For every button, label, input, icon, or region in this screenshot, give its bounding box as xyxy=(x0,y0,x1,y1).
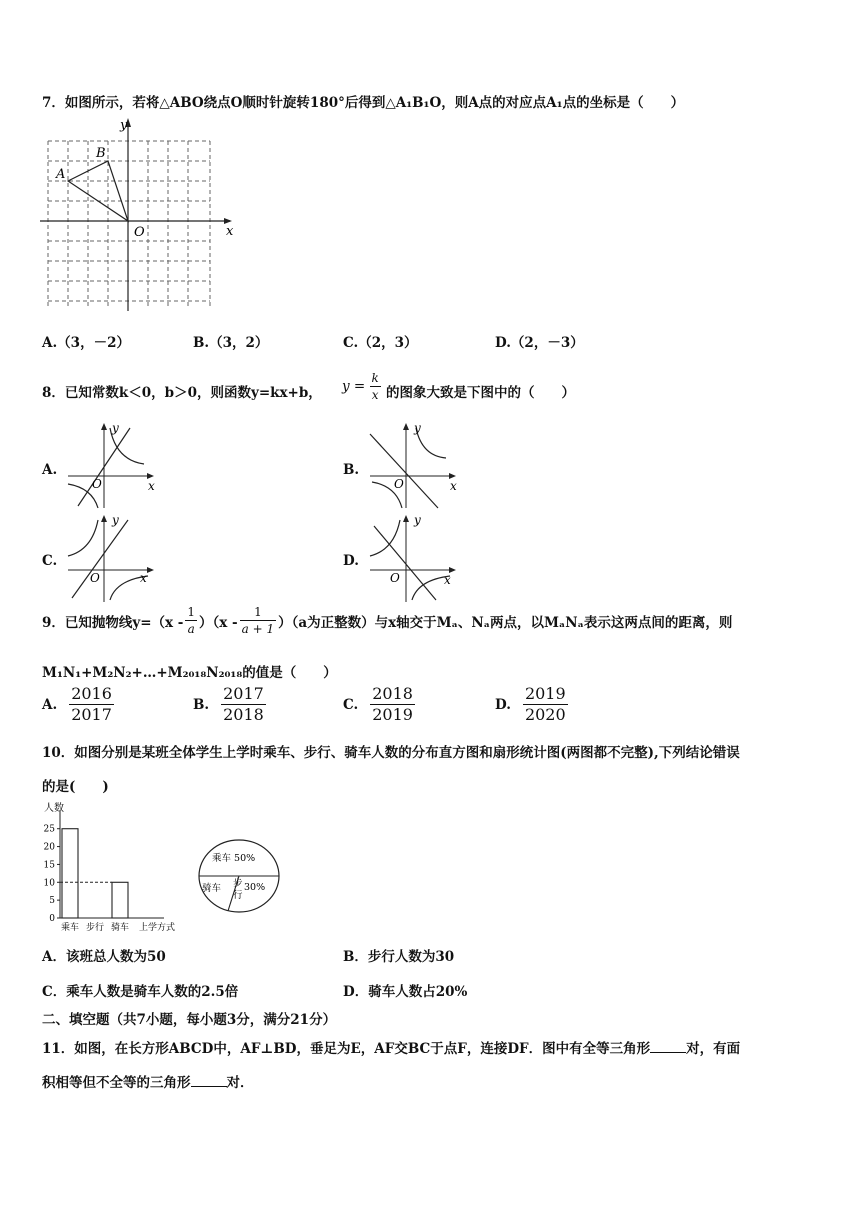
q9-stem-line1 xyxy=(42,606,732,635)
q8-option-b-letter[interactable]: B. xyxy=(343,462,360,478)
bar-category-label: 步行 xyxy=(85,923,105,933)
q8-fraction-den: x xyxy=(370,386,381,401)
q10-stem-line1: 10．如图分别是某班全体学生上学时乘车、步行、骑车人数的分布直方图和扇形统计图(两图都不完整),下列结论错误 xyxy=(42,745,740,761)
pie-label-bus: 乘车 50% xyxy=(212,853,256,864)
q9-option-d-letter: D. xyxy=(495,696,511,713)
q7-origin-label: O xyxy=(134,225,145,240)
q9-fraction-2 xyxy=(240,606,276,635)
q8-stem-post: 的图象大致是下图中的（ ） xyxy=(386,385,575,401)
bar-category-label: 骑车 xyxy=(110,923,130,933)
q10-stem-line2: 的是( ) xyxy=(42,779,109,795)
q11-blank-2[interactable] xyxy=(191,1074,227,1087)
q10-pie-chart xyxy=(196,838,286,918)
q7-y-label: y xyxy=(120,118,128,133)
q8-graph-c[interactable] xyxy=(64,512,160,604)
pie-label-walk-2: 行 xyxy=(233,890,243,901)
bar-y-tick-label: 5 xyxy=(49,896,55,907)
q9-option-b-num: 2017 xyxy=(223,684,264,703)
q7-point-b-label: B xyxy=(96,146,106,161)
q9-option-a[interactable] xyxy=(42,686,114,723)
q9-option-a-fraction xyxy=(69,686,114,723)
q9-fraction-2-num: 1 xyxy=(254,605,262,619)
q8-option-d-letter[interactable]: D. xyxy=(343,553,359,569)
q9-option-a-num: 2016 xyxy=(71,684,112,703)
bar-y-tick-label: 10 xyxy=(43,878,55,889)
q11-blank-1[interactable] xyxy=(650,1040,686,1053)
q9-stem-post: ）（a为正整数）与x轴交于Mₐ、Nₐ两点，以MₐNₐ表示这两点间的距离，则 xyxy=(278,614,733,631)
q9-stem-line2: M₁N₁+M₂N₂+…+M₂₀₁₈N₂₀₁₈的值是（ ） xyxy=(42,665,337,681)
q9-option-a-den: 2017 xyxy=(71,705,112,724)
bar-y-tick-label: 25 xyxy=(43,824,55,835)
q10-option-b[interactable]: B．步行人数为30 xyxy=(343,949,455,965)
bar-chart-xlabel: 上学方式 xyxy=(139,923,176,933)
q7-point-a-label: A xyxy=(56,167,66,182)
q9-stem-mid: ）（x - xyxy=(199,614,238,631)
q8-d-x-label: x xyxy=(444,573,451,587)
bar-y-tick-label: 0 xyxy=(49,914,55,924)
q8-formula-lhs: y = xyxy=(342,378,366,395)
q9-option-b[interactable] xyxy=(193,686,266,723)
q7-option-d[interactable]: D.（2，－3） xyxy=(495,335,584,351)
q9-option-c-fraction xyxy=(370,686,415,723)
q9-option-b-fraction xyxy=(221,686,266,723)
q11-line1-post: 对，有面 xyxy=(686,1041,741,1057)
q10-option-d[interactable]: D．骑车人数占20% xyxy=(343,984,468,1000)
q7-stem: 7．如图所示，若将△ABO绕点O顺时针旋转180°后得到△A₁B₁O，则A点的对应点A₁点的坐标是（ ） xyxy=(42,95,685,111)
pie-label-walk-1: 步 xyxy=(233,878,243,889)
q8-graph-a[interactable] xyxy=(64,420,160,512)
pie-label-walk-pct: 30% xyxy=(244,882,266,893)
q9-option-c[interactable] xyxy=(343,686,415,723)
q8-c-y-label: y xyxy=(112,513,119,527)
q8-option-c-letter[interactable]: C. xyxy=(42,553,58,569)
q9-option-c-num: 2018 xyxy=(372,684,413,703)
q10-option-a[interactable]: A．该班总人数为50 xyxy=(42,949,166,965)
q8-b-y-label: y xyxy=(414,421,421,435)
q8-a-x-label: x xyxy=(148,479,155,493)
q11-line2-pre: 积相等但不全等的三角形 xyxy=(42,1075,191,1091)
q9-option-d-den: 2020 xyxy=(524,705,566,724)
q9-option-d-fraction xyxy=(523,686,568,723)
q11-line1 xyxy=(42,1037,740,1057)
q8-c-x-label: x xyxy=(140,571,147,585)
q7-option-a[interactable]: A.（3，－2） xyxy=(42,335,130,351)
q9-option-b-letter: B. xyxy=(193,696,210,713)
bar-0 xyxy=(62,829,78,918)
q8-option-a-letter[interactable]: A. xyxy=(42,462,58,478)
bar-y-tick-label: 20 xyxy=(43,842,55,853)
q8-b-origin-label: O xyxy=(394,477,404,491)
q8-c-origin-label: O xyxy=(90,571,100,585)
q8-graph-b[interactable] xyxy=(366,420,462,512)
q9-option-d-num: 2019 xyxy=(524,684,566,703)
q9-option-c-den: 2019 xyxy=(372,705,413,724)
q8-stem-pre: 8．已知常数k＜0，b＞0，则函数y=kx+b， xyxy=(42,385,322,401)
q10-bar-chart xyxy=(36,798,186,936)
bar-y-tick-label: 15 xyxy=(43,860,55,871)
q8-formula xyxy=(342,372,381,401)
q7-option-c[interactable]: C.（2，3） xyxy=(343,335,418,351)
bar-2 xyxy=(112,882,128,918)
q9-fraction-1-num: 1 xyxy=(187,605,196,619)
q8-fraction xyxy=(370,372,381,401)
q11-line1-pre: 11．如图，在长方形ABCD中，AF⊥BD，垂足为E，AF交BC于点F，连接DF．图中有全等三角形 xyxy=(42,1041,651,1057)
q9-option-d[interactable] xyxy=(495,686,568,723)
bar-chart-ylabel: 人数 xyxy=(44,803,64,814)
q8-d-y-label: y xyxy=(414,513,421,527)
q8-graph-d[interactable] xyxy=(366,512,462,604)
q9-fraction-1 xyxy=(185,606,197,635)
bar-category-label: 乘车 xyxy=(60,923,80,933)
q7-grid-figure xyxy=(40,115,240,315)
q8-fraction-num: k xyxy=(371,371,379,385)
q8-a-y-label: y xyxy=(112,421,119,435)
q7-option-b[interactable]: B.（3，2） xyxy=(193,335,269,351)
q9-option-a-letter: A. xyxy=(42,696,58,713)
q9-option-c-letter: C. xyxy=(343,696,359,713)
pie-label-bike: 骑车 xyxy=(202,883,222,894)
q11-line2-post: 对． xyxy=(226,1075,254,1091)
q8-b-x-label: x xyxy=(450,479,457,493)
q8-d-origin-label: O xyxy=(390,571,400,585)
section-2-heading: 二、填空题（共7小题，每小题3分，满分21分） xyxy=(42,1012,337,1028)
q8-a-origin-label: O xyxy=(92,477,102,491)
q11-line2 xyxy=(42,1071,254,1091)
q10-option-c[interactable]: C．乘车人数是骑车人数的2.5倍 xyxy=(42,984,239,1000)
q9-stem-pre: 9．已知抛物线y=（x - xyxy=(42,614,184,631)
q9-fraction-2-den: a + 1 xyxy=(241,622,275,636)
q7-x-label: x xyxy=(226,224,234,239)
q9-option-b-den: 2018 xyxy=(223,705,264,724)
q9-fraction-1-den: a xyxy=(185,620,197,635)
